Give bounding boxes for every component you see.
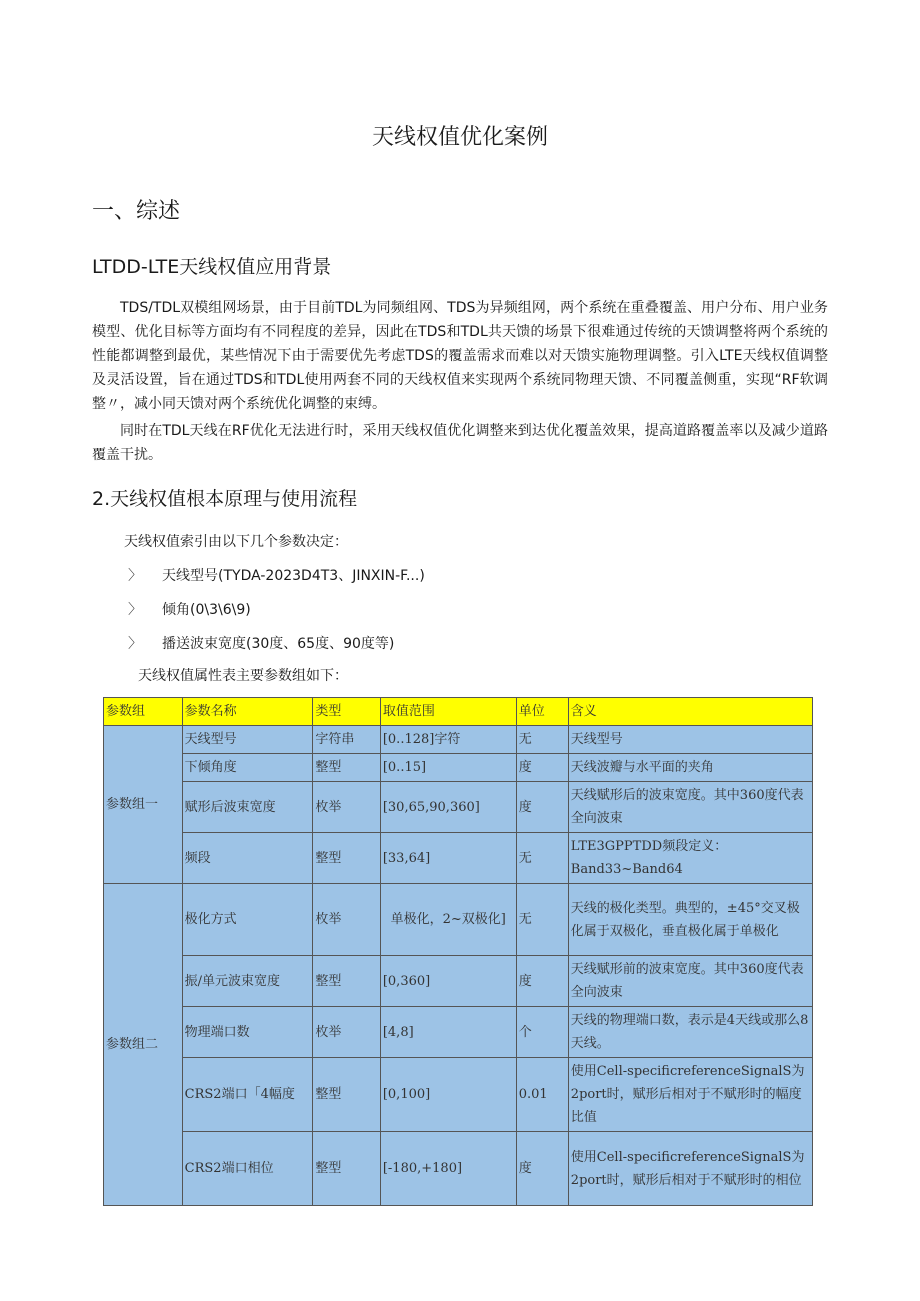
cell-unit: 度 <box>516 782 568 833</box>
index-intro: 天线权值索引由以下几个参数决定： <box>124 534 348 550</box>
cell-param-name: 振/单元波束宽度 <box>182 956 313 1007</box>
cell-range: [4,8] <box>380 1007 516 1058</box>
cell-type: 枚举 <box>313 884 380 956</box>
table-row <box>104 754 813 782</box>
cell-unit: 度 <box>516 754 568 782</box>
cell-range: [0,360] <box>380 956 516 1007</box>
table-row <box>104 884 813 956</box>
page-title: 天线权值优化案例 <box>371 125 548 150</box>
cell-unit: 无 <box>516 884 568 956</box>
antenna-weight-parameter-table <box>103 697 813 1206</box>
cell-meaning: 使用Cell-specificreferenceSignalS为2port时，赋形后相对于不赋形时的相位 <box>568 1132 812 1206</box>
header-meaning: 含义 <box>568 698 812 726</box>
cell-type: 枚举 <box>313 1007 380 1058</box>
cell-type: 整型 <box>313 833 380 884</box>
cell-unit: 0.01 <box>516 1058 568 1132</box>
cell-type: 枚举 <box>313 782 380 833</box>
cell-range: [0,100] <box>380 1058 516 1132</box>
subsection-heading: LTDD-LTE天线权值应用背景 <box>92 256 332 278</box>
header-param-name: 参数名称 <box>182 698 313 726</box>
group-cell: 参数组二 <box>104 884 183 1206</box>
cell-meaning: 天线的极化类型。典型的，±45°交叉极化属于双极化，垂直极化属于单极化 <box>568 884 812 956</box>
cell-param-name: 物理端口数 <box>182 1007 313 1058</box>
cell-range: [33,64] <box>380 833 516 884</box>
cell-range: [30,65,90,360] <box>380 782 516 833</box>
table-row <box>104 1058 813 1132</box>
paragraph-rf-optimization: 同时在TDL天线在RF优化无法进行时，采用天线权值优化调整来到达优化覆盖效果，提高道路覆盖率以及减少道路覆盖干扰。 <box>92 423 828 463</box>
cell-param-name: CRS2端口相位 <box>182 1132 313 1206</box>
cell-range: 单极化，2~双极化] <box>380 884 516 956</box>
section-heading-2: 2.天线权值根本原理与使用流程 <box>92 488 358 510</box>
header-range: 取值范围 <box>380 698 516 726</box>
header-type: 类型 <box>313 698 380 726</box>
group-cell: 参数组一 <box>104 726 183 884</box>
table-row <box>104 782 813 833</box>
cell-param-name: 赋形后波束宽度 <box>182 782 313 833</box>
cell-param-name: 天线型号 <box>182 726 313 754</box>
cell-type: 整型 <box>313 956 380 1007</box>
table-row <box>104 956 813 1007</box>
cell-type: 整型 <box>313 1132 380 1206</box>
table-row <box>104 833 813 884</box>
cell-unit: 度 <box>516 956 568 1007</box>
header-unit: 单位 <box>516 698 568 726</box>
bullet-arrow-icon: 〉 <box>128 602 142 618</box>
header-group: 参数组 <box>104 698 183 726</box>
table-row <box>104 1007 813 1058</box>
cell-type: 整型 <box>313 754 380 782</box>
cell-type: 字符串 <box>313 726 380 754</box>
cell-meaning: 天线的物理端口数，表示是4天线或那么8天线。 <box>568 1007 812 1058</box>
table-row <box>104 1132 813 1206</box>
bullet-item <box>128 565 425 599</box>
cell-meaning: 天线赋形后的波束宽度。其中360度代表全向波束 <box>568 782 812 833</box>
cell-param-name: 极化方式 <box>182 884 313 956</box>
cell-unit: 个 <box>516 1007 568 1058</box>
bullet-text: 倾角(0\3\6\9) <box>162 602 251 618</box>
table-intro: 天线权值属性表主要参数组如下： <box>138 668 348 684</box>
cell-range: [0..15] <box>380 754 516 782</box>
table-row <box>104 726 813 754</box>
cell-meaning: 天线赋形前的波束宽度。其中360度代表全向波束 <box>568 956 812 1007</box>
paragraph-background: TDS/TDL双模组网场景，由于目前TDL为同频组网、TDS为异频组网，两个系统在重叠覆盖、用户分布、用户业务模型、优化目标等方面均有不同程度的差异，因此在TDS和TDL共天馈的场景下很难通过传统的天馈调整将两个系统的性能都调整到最优，某些情况下由于需要优先考虑TDS的覆盖需求而难以对天馈实施物理调整。引入LTE天线权值调整及灵活设置，旨在通过TDS和TDL使用两套不同的天线权值来实现两个系统同物理天馈、不同覆盖侧重，实现“RF软调整〃，减小同天馈对两个系统优化调整的束缚。 <box>92 300 828 412</box>
parameter-bullet-list <box>128 565 425 667</box>
cell-type: 整型 <box>313 1058 380 1132</box>
cell-range: [-180,+180] <box>380 1132 516 1206</box>
cell-unit: 无 <box>516 833 568 884</box>
cell-meaning: 天线型号 <box>568 726 812 754</box>
cell-range: [0..128]字符 <box>380 726 516 754</box>
bullet-arrow-icon: 〉 <box>128 636 142 652</box>
cell-meaning: 天线波瓣与水平面的夹角 <box>568 754 812 782</box>
cell-param-name: 频段 <box>182 833 313 884</box>
bullet-text: 天线型号(TYDA-2023D4T3、JINXIN-F...) <box>162 568 425 584</box>
cell-unit: 无 <box>516 726 568 754</box>
bullet-text: 播送波束宽度(30度、65度、90度等) <box>162 636 395 652</box>
cell-param-name: CRS2端口「4幅度 <box>182 1058 313 1132</box>
section-heading-1: 一、综述 <box>92 199 181 224</box>
cell-meaning: LTE3GPPTDD频段定义：Band33~Band64 <box>568 833 812 884</box>
cell-meaning: 使用Cell-specificreferenceSignalS为2port时，赋形后相对于不赋形时的幅度比值 <box>568 1058 812 1132</box>
bullet-item <box>128 633 425 667</box>
cell-param-name: 下倾角度 <box>182 754 313 782</box>
cell-unit: 度 <box>516 1132 568 1206</box>
bullet-arrow-icon: 〉 <box>128 568 142 584</box>
bullet-item <box>128 599 425 633</box>
table-header-row <box>104 698 813 726</box>
